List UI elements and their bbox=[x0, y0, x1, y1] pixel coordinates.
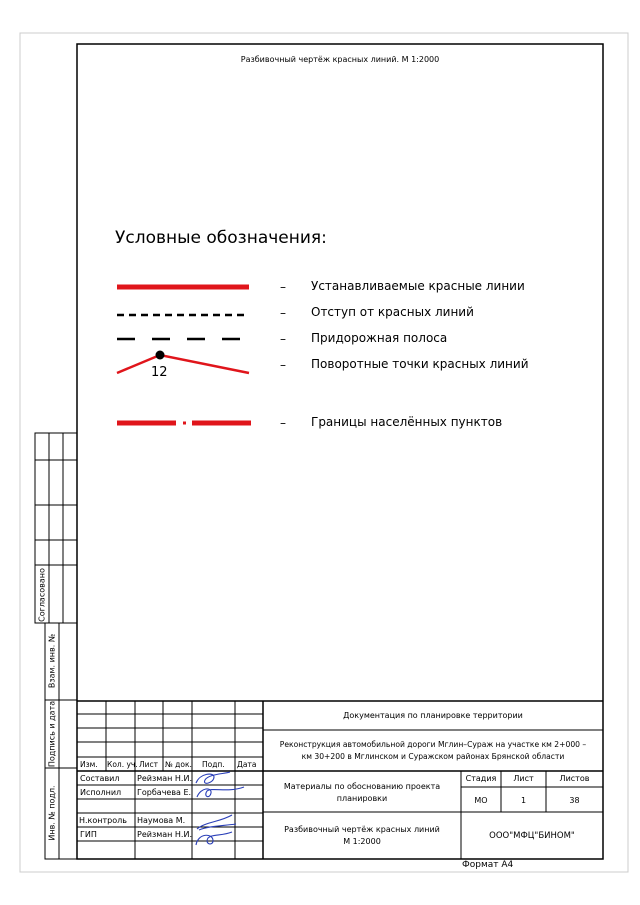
stage-value: МО bbox=[474, 796, 488, 805]
legend-dash: – bbox=[280, 280, 286, 294]
agreed-label: Согласовано bbox=[37, 568, 47, 622]
sheets-label: Листов bbox=[559, 774, 590, 783]
sheets-value: 38 bbox=[569, 796, 580, 805]
role-norm-control: Н.контроль bbox=[79, 816, 127, 825]
legend-dash: – bbox=[280, 306, 286, 320]
legend-title: Условные обозначения: bbox=[115, 228, 327, 248]
turning-point-marker bbox=[156, 351, 165, 360]
name-compiled: Рейзман Н.И. bbox=[137, 774, 192, 783]
legend-dash: – bbox=[280, 416, 286, 430]
drawing-line-1: Разбивочный чертёж красных линий bbox=[284, 825, 440, 834]
materials-line-1: Материалы по обоснованию проекта bbox=[283, 782, 441, 791]
legend-label-roadside: Придорожная полоса bbox=[311, 331, 448, 345]
turning-point-line bbox=[117, 355, 249, 373]
legend-label-red-lines: Устанавливаемые красные линии bbox=[311, 279, 525, 293]
paper-format: Формат А4 bbox=[462, 860, 514, 870]
role-compiled: Составил bbox=[80, 774, 120, 783]
name-norm-control: Наумова М. bbox=[137, 816, 186, 825]
stamp-header-docno: № док. bbox=[165, 760, 192, 769]
stamp-header-count: Кол. уч. bbox=[107, 760, 138, 769]
legend-symbols bbox=[117, 287, 251, 423]
sheet-header: Разбивочный чертёж красных линий. М 1:2000 bbox=[240, 55, 440, 64]
stamp-header-date: Дата bbox=[237, 760, 257, 769]
stamp-header-sheet: Лист bbox=[139, 760, 159, 769]
legend-dash: – bbox=[280, 332, 286, 346]
legend-dash: – bbox=[280, 358, 286, 372]
stage-label: Стадия bbox=[465, 774, 497, 783]
company-name: ООО"МФЦ"БИНОМ" bbox=[489, 831, 575, 841]
role-executed: Исполнил bbox=[80, 788, 122, 797]
side-label-inv-orig: Инв. № подл. bbox=[47, 785, 57, 841]
legend-label-turning-points: Поворотные точки красных линий bbox=[311, 357, 529, 371]
side-label-sign-date: Подпись и дата bbox=[47, 700, 57, 768]
drawing-line-2: М 1:2000 bbox=[343, 837, 381, 846]
side-label-replace-inv: Взам. инв. № bbox=[47, 633, 57, 689]
sheet-label: Лист bbox=[513, 774, 534, 783]
stamp-header-sign: Подп. bbox=[202, 760, 225, 769]
doc-title: Документация по планировке территории bbox=[343, 711, 523, 720]
materials-line-2: планировки bbox=[336, 794, 388, 803]
legend-label-offset: Отступ от красных линий bbox=[311, 305, 474, 319]
legend-label-settlement-borders: Границы населённых пунктов bbox=[311, 415, 503, 429]
project-line-1: Реконструкция автомобильной дороги Мглин–Сураж на участке км 2+000 – bbox=[279, 740, 587, 749]
role-chief-engineer: ГИП bbox=[80, 830, 97, 839]
project-line-2: км 30+200 в Мглинском и Суражском районах Брянской области bbox=[301, 752, 565, 761]
turning-point-number: 12 bbox=[151, 365, 168, 380]
stamp-header-change: Изм. bbox=[80, 760, 98, 769]
signatures bbox=[196, 772, 244, 845]
name-chief-engineer: Рейзман Н.И. bbox=[137, 830, 192, 839]
sheet-value: 1 bbox=[520, 796, 527, 805]
name-executed: Горбачева Е. bbox=[137, 788, 192, 797]
